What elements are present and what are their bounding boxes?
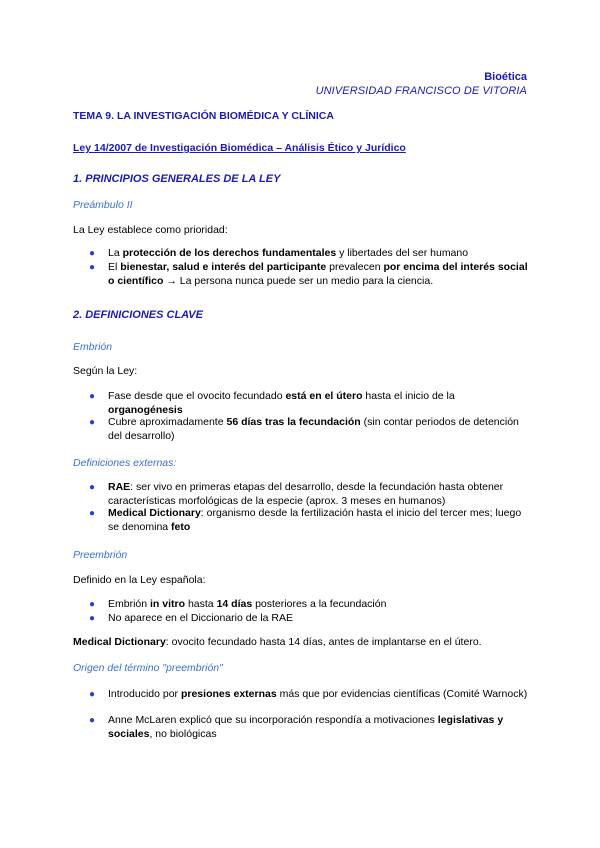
section1-intro: La Ley establece como prioridad: — [73, 224, 228, 236]
preembrion-bullet2: No aparece en el Diccionario de la RAE — [108, 612, 294, 624]
origen-subheading: Origen del término "preembrión" — [73, 662, 223, 674]
bullet-icon: ● — [89, 248, 96, 259]
bullet-icon: ● — [89, 262, 96, 273]
bullet-icon: ● — [89, 508, 96, 519]
bullet-icon: ● — [89, 417, 96, 428]
bullet-icon: ● — [89, 391, 96, 402]
externas-bullet1: RAE: ser vivo en primeras etapas del desarrollo, desde la fecundación hasta obtener características morfológicas de la especie (aprox. 3 meses en humanos) — [108, 481, 504, 507]
bullet-icon: ● — [89, 715, 96, 726]
externas-bullet2: Medical Dictionary: organismo desde la fertilización hasta el inicio del tercer mes; luego se denomina feto — [108, 507, 522, 533]
externas-subheading: Definiciones externas: — [73, 457, 177, 469]
embrion-subheading: Embrión — [73, 341, 113, 353]
preembrion-medical-dictionary: Medical Dictionary: ovocito fecundado hasta 14 días, antes de implantarse en el útero. — [73, 636, 482, 648]
bullet-icon: ● — [89, 482, 96, 493]
section1-heading: 1. PRINCIPIOS GENERALES DE LA LEY — [73, 173, 281, 185]
header-university: UNIVERSIDAD FRANCISCO DE VITORIA — [315, 85, 527, 97]
embrion-bullet2: Cubre aproximadamente 56 días tras la fecundación (sin contar periodos de detención del desarrollo) — [108, 416, 519, 442]
bullet-icon: ● — [89, 613, 96, 624]
section1-bullet1: La protección de los derechos fundamentales y libertades del ser humano — [108, 247, 469, 259]
bullet-icon: ● — [89, 599, 96, 610]
tema-title: TEMA 9. LA INVESTIGACIÓN BIOMÉDICA Y CLÍNICA — [73, 110, 334, 122]
preembrion-intro: Definido en la Ley española: — [73, 574, 206, 586]
header-course: Bioética — [484, 71, 527, 83]
embrion-bullet1: Fase desde que el ovocito fecundado está en el útero hasta el inicio de la organogénesis — [108, 390, 455, 416]
preembrion-bullet1: Embrión in vitro hasta 14 días posteriores a la fecundación — [108, 598, 387, 610]
preembrion-subheading: Preembrión — [73, 549, 128, 561]
embrion-intro: Según la Ley: — [73, 365, 138, 377]
section2-heading: 2. DEFINICIONES CLAVE — [73, 309, 203, 321]
law-title: Ley 14/2007 de Investigación Biomédica – Análisis Ético y Jurídico — [73, 142, 406, 154]
section1-bullet2: El bienestar, salud e interés del participante prevalecen por encima del interés social o científico → La persona nunca puede ser un medio para la ciencia. — [108, 261, 528, 287]
origen-bullet2: Anne McLaren explicó que su incorporación respondía a motivaciones legislativas y sociales, no biológicas — [108, 714, 504, 740]
section1-subheading: Preámbulo II — [73, 199, 133, 211]
origen-bullet1: Introducido por presiones externas más que por evidencias científicas (Comité Warnock) — [108, 688, 528, 700]
bullet-icon: ● — [89, 689, 96, 700]
